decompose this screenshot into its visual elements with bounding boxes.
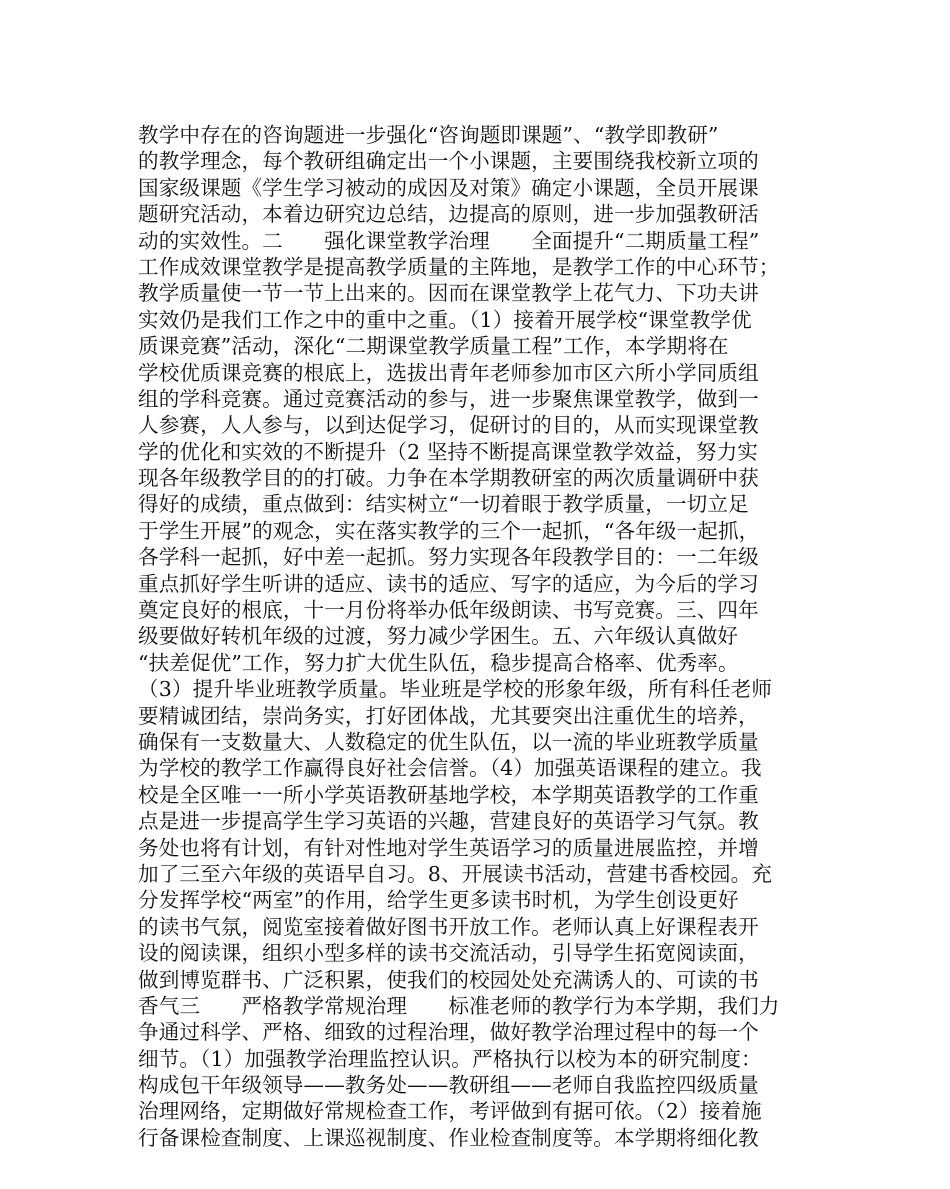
text-line: 点是进一步提高学生学习英语的兴趣，营建良好的英语学习气氛。教 xyxy=(138,809,759,834)
text-line: 于学生开展”的观念，实在落实教学的三个一起抓，“各年级一起抓， xyxy=(138,518,760,543)
text-line: 确保有一支数量大、人数稳定的优生队伍，以一流的毕业班教学质量 xyxy=(138,729,759,754)
text-line: “扶差促优”工作，努力扩大优生队伍，稳步提高合格率、优秀率。 xyxy=(138,650,739,675)
text-line: 奠定良好的根底，十一月份将举办低年级朗读、书写竞赛。三、四年 xyxy=(138,598,759,623)
text-line: 争通过科学、严格、细致的过程治理，做好教学治理过程中的每一个 xyxy=(138,1020,759,1045)
text-line: 香气三 严格教学常规治理 标准老师的教学行为本学期，我们力 xyxy=(138,993,780,1018)
text-line: 得好的成绩，重点做到：结实树立“一切着眼于教学质量，一切立足 xyxy=(138,492,749,517)
text-line: 各学科一起抓，好中差一起抓。努力实现各年段教学目的：一二年级 xyxy=(138,545,759,570)
text-line: 行备课检查制度、上课巡视制度、作业检查制度等。本学期将细化教 xyxy=(138,1125,759,1150)
text-line: 治理网络，定期做好常规检查工作，考评做到有据可依。（2）接着施 xyxy=(138,1099,762,1124)
text-line: 质课竞赛”活动，深化“二期课堂教学质量工程”工作，本学期将在 xyxy=(138,334,729,359)
text-line: （3）提升毕业班教学质量。毕业班是学校的形象年级，所有科任老师 xyxy=(138,677,773,702)
text-line: 人参赛，人人参与，以到达促学习，促研讨的目的，从而实现课堂教 xyxy=(138,413,759,438)
text-line: 题研究活动，本着边研究边总结，边提高的原则，进一步加强教研活 xyxy=(138,202,759,227)
text-line: 现各年级教学目的的打破。力争在本学期教研室的两次质量调研中获 xyxy=(138,466,759,491)
text-line: 国家级课题《学生学习被动的成因及对策》确定小课题，全员开展课 xyxy=(138,175,759,200)
text-line: 学的优化和实效的不断提升（2 坚持不断提高课堂教学效益，努力实 xyxy=(138,439,758,464)
text-line: 工作成效课堂教学是提高教学质量的主阵地，是教学工作的中心环节； xyxy=(138,254,780,279)
body-text xyxy=(138,122,828,1151)
text-line: 设的阅读课，组织小型多样的读书交流活动，引导学生拓宽阅读面， xyxy=(138,941,759,966)
text-line: 重点抓好学生听讲的适应、读书的适应、写字的适应，为今后的学习 xyxy=(138,571,759,596)
text-line: 构成包干年级领导——教务处——教研组——老师自我监控四级质量 xyxy=(138,1073,759,1098)
text-line: 教学质量使一节一节上出来的。因而在课堂教学上花气力、下功夫讲 xyxy=(138,281,759,306)
text-line: 为学校的教学工作赢得良好社会信誉。（4）加强英语课程的建立。我 xyxy=(138,756,762,781)
text-line: 组的学科竞赛。通过竞赛活动的参与，进一步聚焦课堂教学，做到一 xyxy=(138,386,759,411)
text-line: 校是全区唯一一所小学英语教研基地学校，本学期英语教学的工作重 xyxy=(138,782,759,807)
text-line: 做到博览群书、广泛积累，使我们的校园处处充满诱人的、可读的书 xyxy=(138,967,759,992)
text-line: 实效仍是我们工作之中的重中之重。（1）接着开展学校“课堂教学优 xyxy=(138,307,752,332)
text-line: 动的实效性。二 强化课堂教学治理 全面提升“二期质量工程” xyxy=(138,228,760,253)
text-line: 的读书气氛，阅览室接着做好图书开放工作。老师认真上好课程表开 xyxy=(138,914,759,939)
text-line: 学校优质课竞赛的根底上，选拔出青年老师参加市区六所小学同质组 xyxy=(138,360,759,385)
text-line: 要精诚团结，崇尚务实，打好团体战，尤其要突出注重优生的培养， xyxy=(138,703,759,728)
text-line: 务处也将有计划，有针对性地对学生英语学习的质量进展监控，并增 xyxy=(138,835,759,860)
text-line: 细节。（1）加强教学治理监控认识。严格执行以校为本的研究制度： xyxy=(138,1046,762,1071)
text-line: 加了三至六年级的英语早自习。8、开展读书活动，营建书香校园。充 xyxy=(138,861,773,886)
text-line: 教学中存在的咨询题进一步强化“咨询题即课题”、“教学即教研” xyxy=(138,123,719,147)
text-line: 分发挥学校“两室”的作用，给学生更多读书时机，为学生创设更好 xyxy=(138,888,739,913)
text-line: 级要做好转机年级的过渡，努力减少学困生。五、六年级认真做好 xyxy=(138,624,739,649)
text-line: 的教学理念，每个教研组确定出一个小课题，主要围绕我校新立项的 xyxy=(138,149,759,174)
